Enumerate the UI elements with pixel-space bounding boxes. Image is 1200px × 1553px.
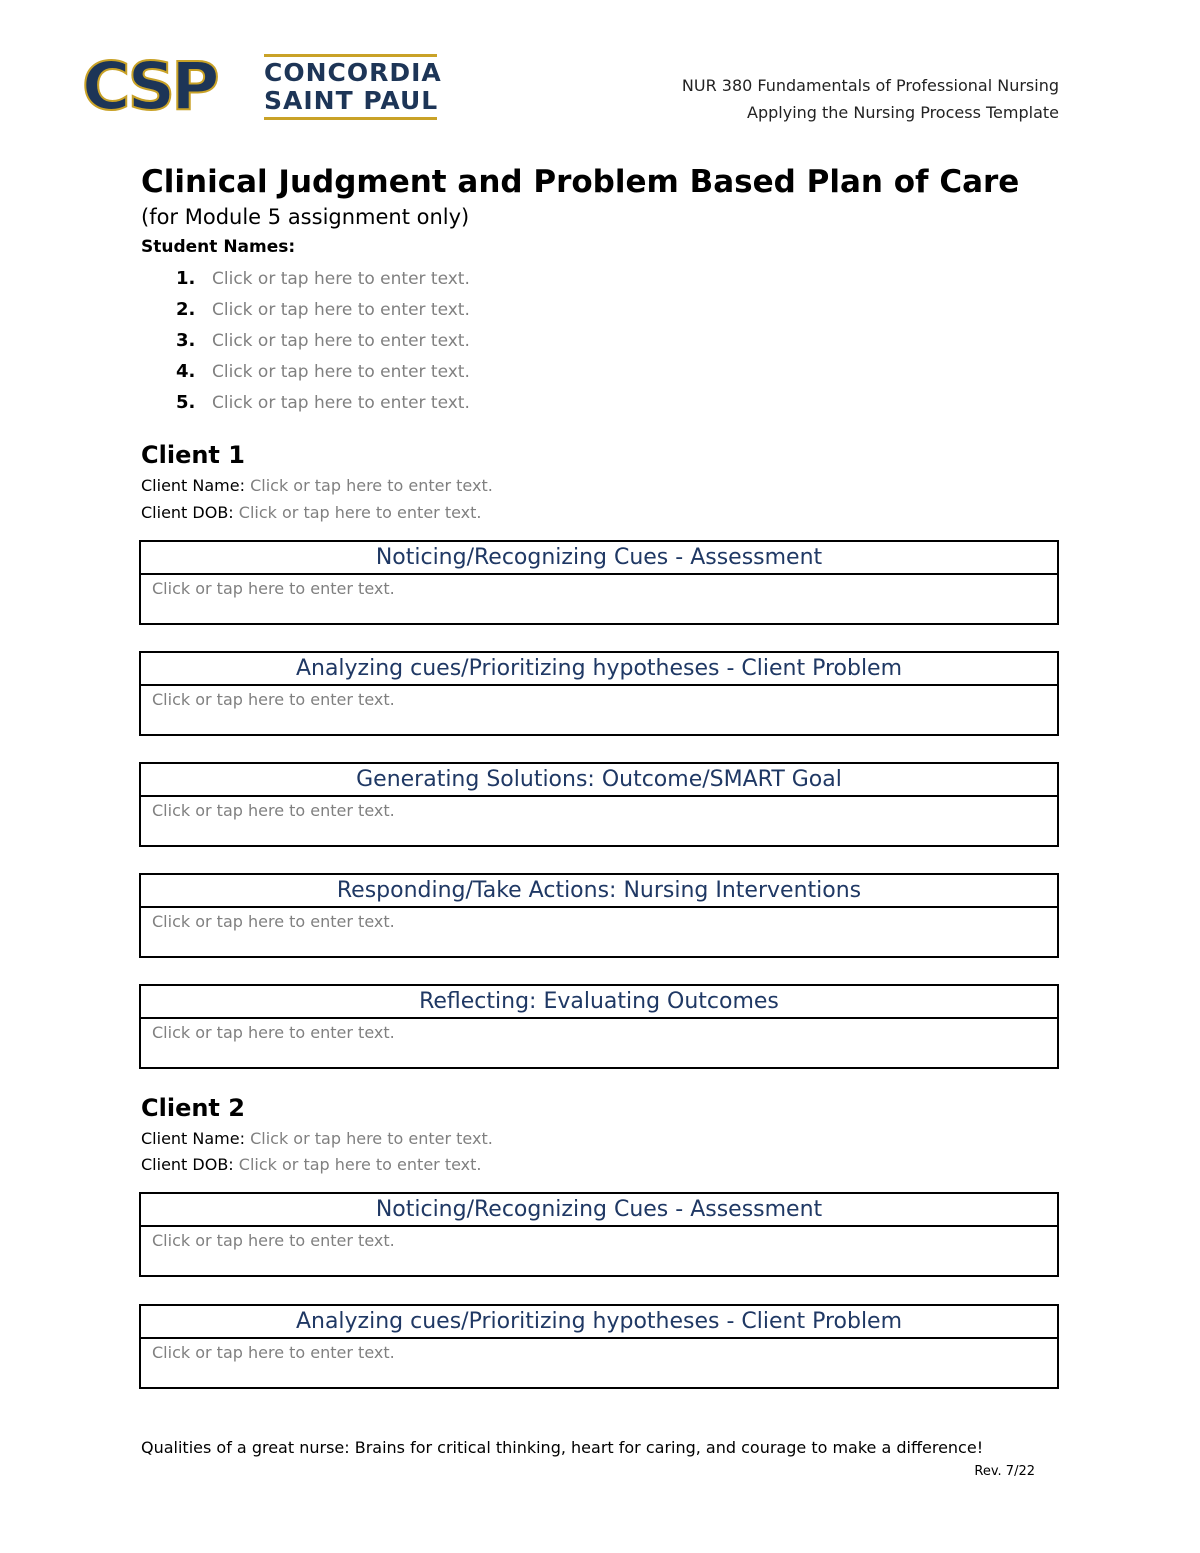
student-name-item [176,358,470,389]
client-dob-label: Client DOB: [141,1155,234,1174]
revision-label: Rev. 7/22 [974,1464,1035,1479]
smart-goal-section [139,762,1059,847]
evaluating-outcomes-section [139,984,1059,1069]
list-number: 2. [176,299,196,320]
student-name-field[interactable]: Click or tap here to enter text. [212,331,470,351]
client-dob-label: Client DOB: [141,503,234,522]
student-name-field[interactable]: Click or tap here to enter text. [212,393,470,413]
section-title: Reflecting: Evaluating Outcomes [141,986,1057,1019]
student-name-item [176,327,470,358]
logo-top-rule [264,54,437,57]
section-text-field[interactable]: Click or tap here to enter text. [152,690,395,709]
student-names-list [176,265,470,420]
section-title: Analyzing cues/Prioritizing hypotheses - Client Problem [141,1306,1057,1339]
assessment-section [139,540,1059,625]
logo-text-saint-paul: SAINT PAUL [264,86,439,115]
client-2-name-row [141,1128,493,1150]
logo-text-concordia: CONCORDIA [264,58,442,87]
student-name-field[interactable]: Click or tap here to enter text. [212,269,470,289]
assessment-section [139,1192,1059,1277]
client-2-dob-row [141,1154,481,1176]
concordia-logo [82,48,442,125]
student-name-field[interactable]: Click or tap here to enter text. [212,362,470,382]
csp-logo-mark: CSP [82,48,216,125]
course-header: NUR 380 Fundamentals of Professional Nursing [681,76,1059,95]
client-1-dob-row [141,502,481,524]
page-title: Clinical Judgment and Problem Based Plan of Care [141,164,1020,200]
footer-quote: Qualities of a great nurse: Brains for critical thinking, heart for caring, and courage to make a difference! [141,1438,984,1457]
client-2-heading: Client 2 [141,1094,245,1122]
client-1-name-row [141,475,493,497]
client-name-label: Client Name: [141,1129,245,1148]
list-number: 3. [176,330,196,351]
section-text-field[interactable]: Click or tap here to enter text. [152,801,395,820]
section-title: Generating Solutions: Outcome/SMART Goal [141,764,1057,797]
section-text-field[interactable]: Click or tap here to enter text. [152,1231,395,1250]
client-name-label: Client Name: [141,476,245,495]
student-name-item [176,389,470,420]
section-title: Noticing/Recognizing Cues - Assessment [141,1194,1057,1227]
client-dob-field[interactable]: Click or tap here to enter text. [238,503,482,522]
template-header: Applying the Nursing Process Template [747,103,1059,122]
section-text-field[interactable]: Click or tap here to enter text. [152,579,395,598]
section-text-field[interactable]: Click or tap here to enter text. [152,1343,395,1362]
client-problem-section [139,1304,1059,1389]
student-name-field[interactable]: Click or tap here to enter text. [212,300,470,320]
list-number: 4. [176,361,196,382]
nursing-interventions-section [139,873,1059,958]
client-dob-field[interactable]: Click or tap here to enter text. [238,1155,482,1174]
list-number: 5. [176,392,196,413]
client-1-heading: Client 1 [141,441,245,469]
page-subtitle: (for Module 5 assignment only) [141,205,470,229]
section-title: Analyzing cues/Prioritizing hypotheses - Client Problem [141,653,1057,686]
section-text-field[interactable]: Click or tap here to enter text. [152,912,395,931]
client-problem-section [139,651,1059,736]
client-name-field[interactable]: Click or tap here to enter text. [250,1129,493,1148]
section-title: Responding/Take Actions: Nursing Interventions [141,875,1057,908]
client-name-field[interactable]: Click or tap here to enter text. [250,476,493,495]
student-names-label: Student Names: [141,237,296,257]
list-number: 1. [176,268,196,289]
logo-bottom-rule [264,117,437,120]
student-name-item [176,296,470,327]
section-title: Noticing/Recognizing Cues - Assessment [141,542,1057,575]
section-text-field[interactable]: Click or tap here to enter text. [152,1023,395,1042]
student-name-item [176,265,470,296]
